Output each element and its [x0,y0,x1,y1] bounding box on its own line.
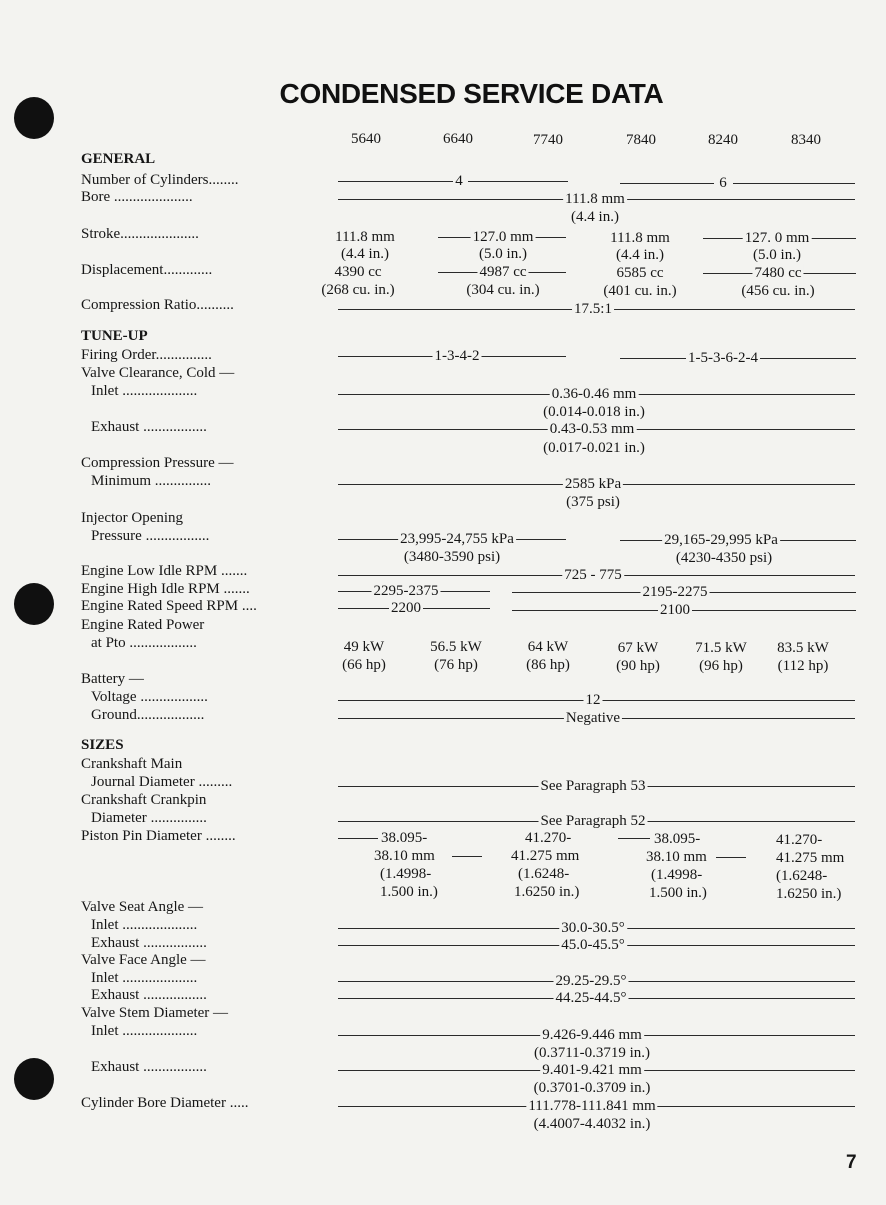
model-header: 7740 [533,132,563,148]
label-valve-face-angle: Valve Face Angle — [81,952,206,968]
value-face-exhaust: 44.25-44.5° [555,990,627,1006]
value-piston-pin: 38.095- [654,831,701,847]
value-piston-pin: (1.4998- [651,867,703,883]
label-compression-pressure: Compression Pressure — [81,455,234,471]
label-stroke: Stroke..................... [81,226,199,242]
value-power-hp: (76 hp) [434,657,478,673]
value-injector-a-psi: (3480-3590 psi) [403,549,501,565]
value-firing-order-4cyl: 1-3-4-2 [434,348,480,364]
value-displacement-cu: (304 cu. in.) [466,282,540,298]
value-battery-voltage: 12 [585,692,601,708]
value-stroke-in: (5.0 in.) [479,246,527,262]
value-cyl-bore-mm: 111.778-111.841 mm [528,1098,656,1114]
value-stem-inlet-mm: 9.426-9.446 mm [542,1027,642,1043]
label-pressure: Pressure ................. [91,528,210,544]
value-valve-clearance-exhaust-in: (0.017-0.021 in.) [543,440,645,456]
value-piston-pin: 38.10 mm [646,849,707,865]
label-voltage: Voltage .................. [91,689,208,705]
value-stroke-mm: 127.0 mm [472,229,534,245]
label-inlet: Inlet .................... [91,970,198,986]
leader-line [468,181,568,182]
value-compression-pressure-kpa: 2585 kPa [564,476,622,492]
label-injector-opening: Injector Opening [81,510,184,526]
value-firing-order-6cyl: 1-5-3-6-2-4 [688,350,758,366]
value-power-kw: 49 kW [343,639,385,655]
value-power-kw: 64 kW [527,639,569,655]
value-displacement-cc: 4390 cc [334,264,382,280]
value-power-kw: 56.5 kW [430,639,482,655]
label-exhaust: Exhaust ................. [91,987,207,1003]
value-piston-pin: 1.500 in.) [649,885,707,901]
leader-line [452,856,482,857]
binder-hole-bottom [14,1058,54,1100]
leader-line [733,183,855,184]
value-battery-ground: Negative [565,710,621,726]
value-stroke-in: (4.4 in.) [341,246,389,262]
label-exhaust: Exhaust ................. [91,935,207,951]
value-compression-ratio: 17.5:1 [574,301,612,317]
value-stroke-mm: 111.8 mm [335,229,395,245]
value-piston-pin: 1.6250 in.) [776,886,842,902]
value-displacement-cc: 6585 cc [616,265,664,281]
value-stem-inlet-in: (0.3711-0.3719 in.) [533,1045,651,1061]
value-cyl-bore-in: (4.4007-4.4032 in.) [533,1116,651,1132]
label-cylinder-bore: Cylinder Bore Diameter ..... [81,1095,249,1111]
model-header: 6640 [443,131,473,147]
value-rated-speed-b: 2100 [660,602,690,618]
value-stroke-in: (4.4 in.) [616,247,664,263]
value-face-inlet: 29.25-29.5° [555,973,627,989]
value-displacement-cu: (456 cu. in.) [741,283,815,299]
value-valve-clearance-inlet-in: (0.014-0.018 in.) [543,404,645,420]
value-rated-speed-a: 2200 [391,600,421,616]
value-piston-pin: (1.6248- [776,868,828,884]
label-battery: Battery — [81,671,144,687]
label-rated-speed: Engine Rated Speed RPM .... [81,598,257,614]
value-power-hp: (66 hp) [342,657,386,673]
label-piston-pin: Piston Pin Diameter ........ [81,828,236,844]
label-low-idle: Engine Low Idle RPM ....... [81,563,248,579]
label-inlet: Inlet .................... [91,1023,198,1039]
value-stem-exhaust-in: (0.3701-0.3709 in.) [533,1080,651,1096]
value-piston-pin: 41.270- [525,830,572,846]
label-compression-ratio: Compression Ratio.......... [81,297,234,313]
label-ground: Ground.................. [91,707,205,723]
label-minimum: Minimum ............... [91,473,212,489]
value-power-hp: (112 hp) [777,658,829,674]
value-stroke-in: (5.0 in.) [753,247,801,263]
label-valve-stem-diameter: Valve Stem Diameter — [81,1005,229,1021]
leader-line [620,183,714,184]
leader-line [716,857,746,858]
value-stem-exhaust-mm: 9.401-9.421 mm [542,1062,642,1078]
label-crank-main: Crankshaft Main [81,756,183,772]
value-piston-pin: 1.500 in.) [380,884,438,900]
value-stroke-mm: 111.8 mm [610,230,670,246]
label-exhaust: Exhaust ................. [91,419,207,435]
leader-line [618,838,650,839]
value-cylinders-4: 4 [455,173,463,189]
value-low-idle: 725 - 775 [564,567,622,583]
value-piston-pin: 41.270- [776,832,823,848]
leader-line [338,838,378,839]
label-rated-power: Engine Rated Power [81,617,205,633]
label-firing-order: Firing Order............... [81,347,212,363]
value-power-hp: (90 hp) [616,658,660,674]
value-injector-a-kpa: 23,995-24,755 kPa [400,531,514,547]
value-piston-pin: (1.4998- [380,866,432,882]
value-seat-exhaust: 45.0-45.5° [561,937,625,953]
value-displacement-cu: (268 cu. in.) [321,282,395,298]
section-heading-sizes: SIZES [81,737,124,753]
value-crank-pin: See Paragraph 52 [540,813,646,829]
value-compression-pressure-psi: (375 psi) [566,494,620,510]
model-header: 5640 [351,131,381,147]
value-piston-pin: 38.095- [381,830,428,846]
value-displacement-cu: (401 cu. in.) [603,283,677,299]
value-power-hp: (86 hp) [526,657,570,673]
value-power-kw: 71.5 kW [695,640,747,656]
leader-line [338,181,453,182]
section-heading-tuneup: TUNE-UP [81,328,148,344]
label-cylinders: Number of Cylinders........ [81,172,239,188]
label-exhaust: Exhaust ................. [91,1059,207,1075]
page-number: 7 [846,1152,857,1173]
value-high-idle-b: 2195-2275 [642,584,708,600]
value-stroke-mm: 127. 0 mm [744,230,810,246]
value-power-hp: (96 hp) [699,658,743,674]
value-power-kw: 83.5 kW [777,640,829,656]
value-valve-clearance-inlet-mm: 0.36-0.46 mm [551,386,637,402]
value-injector-b-psi: (4230-4350 psi) [675,550,773,566]
label-crank-crankpin: Crankshaft Crankpin [81,792,207,808]
value-displacement-cc: 4987 cc [479,264,527,280]
binder-hole-middle [14,583,54,625]
value-injector-b-kpa: 29,165-29,995 kPa [664,532,778,548]
label-displacement: Displacement............. [81,262,213,278]
model-header: 8240 [708,132,738,148]
model-header: 8340 [791,132,821,148]
label-valve-seat-angle: Valve Seat Angle — [81,899,204,915]
model-header: 7840 [626,132,656,148]
value-cylinders-6: 6 [719,175,727,191]
page-title: CONDENSED SERVICE DATA [279,78,664,109]
value-seat-inlet: 30.0-30.5° [561,920,625,936]
value-valve-clearance-exhaust-mm: 0.43-0.53 mm [549,421,635,437]
value-piston-pin: 41.275 mm [511,848,580,864]
value-piston-pin: (1.6248- [518,866,570,882]
label-at-pto: at Pto .................. [91,635,197,651]
value-displacement-cc: 7480 cc [754,265,802,281]
label-valve-clearance: Valve Clearance, Cold — [81,365,235,381]
value-piston-pin: 38.10 mm [374,848,435,864]
value-crank-main: See Paragraph 53 [540,778,646,794]
label-diameter: Diameter ............... [91,810,207,826]
value-bore-in: (4.4 in.) [571,209,619,225]
value-piston-pin: 41.275 mm [776,850,845,866]
value-piston-pin: 1.6250 in.) [514,884,580,900]
label-journal-diameter: Journal Diameter ......... [91,774,233,790]
value-bore-mm: 111.8 mm [565,191,625,207]
label-inlet: Inlet .................... [91,917,198,933]
label-inlet: Inlet .................... [91,383,198,399]
value-power-kw: 67 kW [617,640,659,656]
section-heading-general: GENERAL [81,151,156,167]
label-bore: Bore ..................... [81,189,193,205]
value-high-idle-a: 2295-2375 [373,583,439,599]
label-high-idle: Engine High Idle RPM ....... [81,581,250,597]
